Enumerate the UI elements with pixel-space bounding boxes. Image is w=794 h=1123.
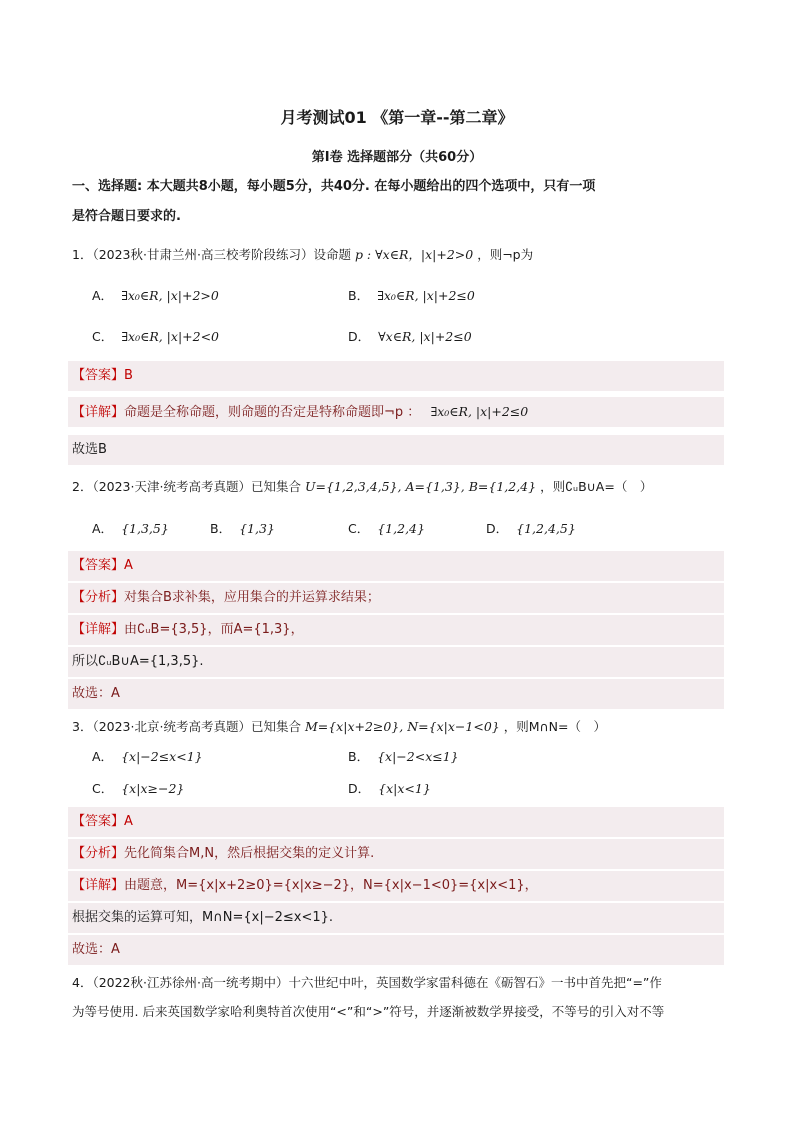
detail-tag: 【详解】: [72, 622, 125, 637]
option-expr: {x|−2<x≤1}: [377, 749, 459, 764]
q1-answer: [72, 367, 133, 385]
option-expr: ∃x₀∈R, |x|+2≤0: [377, 288, 475, 303]
q2-option-a: [92, 520, 169, 538]
conclusion-text: 故选：A: [72, 942, 120, 957]
detail-text: 由∁ᵤB={3,5}，而A={1,3}，: [124, 622, 304, 637]
detail-text: 由题意，M={x|x+2≥0}={x|x≥−2}，N={x|x−1<0}={x|x<1}，: [124, 878, 538, 893]
q2-conclusion: [72, 685, 120, 703]
q3-detail: [72, 877, 538, 895]
question-1-text: 1．（2023秋·甘肃兰州·高三校考阶段练习）设命题: [72, 247, 351, 262]
answer-band: [68, 361, 724, 391]
question-4-line1: 4．（2022秋·江苏徐州·高一统考期中）十六世纪中叶，英国数学家雷科德在《砺智石》一书中首先把“=”作: [72, 975, 662, 990]
section-subtitle: 第Ⅰ卷 选择题部分（共60分）: [311, 150, 483, 165]
option-expr: {x|x≥−2}: [121, 781, 185, 796]
option-letter: A．: [92, 521, 114, 536]
option-letter: C．: [92, 329, 114, 344]
q2-option-c: [348, 520, 425, 538]
q3-option-c: [92, 780, 184, 798]
option-expr: {x|−2≤x<1}: [121, 749, 203, 764]
answer-band: [68, 551, 724, 581]
option-expr: {x|x<1}: [378, 781, 431, 796]
q2-option-b: [210, 520, 275, 538]
instructions-line1: 一、选择题: 本大题共8小题，每小题5分，共40分. 在每小题给出的四个选项中，只有一项: [72, 179, 596, 194]
question-3-end: ，则M∩N=（ ）: [503, 719, 606, 734]
question-3-math: M={x|x+2≥0}, N={x|x−1<0}: [304, 719, 500, 734]
option-expr: ∃x₀∈R, |x|+2<0: [121, 329, 220, 344]
question-1-end: ，则¬p为: [477, 247, 534, 262]
q2-option-d: [486, 520, 576, 538]
q2-answer: [72, 557, 133, 575]
option-letter: D．: [486, 521, 509, 536]
option-expr: ∃x₀∈R, |x|+2>0: [121, 288, 219, 303]
q3-conclusion: [72, 941, 120, 959]
option-expr: {1,3}: [239, 521, 275, 536]
question-3-text: 3．（2023·北京·统考高考真题）已知集合: [72, 719, 301, 734]
question-2-stem: [72, 478, 652, 496]
question-2-math: U={1,2,3,4,5}, A={1,3}, B={1,2,4}: [304, 479, 537, 494]
option-letter: B．: [210, 521, 232, 536]
question-2-text: 2．（2023·天津·统考高考真题）已知集合: [72, 479, 301, 494]
q1-conclusion: 故选B: [72, 442, 107, 457]
analysis-tag: 【分析】: [72, 846, 125, 861]
detail-math: ∃x₀∈R, |x|+2≤0: [430, 404, 529, 419]
question-2-end: ，则∁ᵤB∪A=（ ）: [540, 479, 653, 494]
q3-analysis: [72, 845, 374, 863]
q3-detail-2: 根据交集的运算可知，M∩N={x|−2≤x<1}.: [72, 910, 334, 925]
page-title: 月考测试01 《第一章--第二章》: [280, 108, 514, 127]
q3-answer: [72, 813, 133, 831]
q1-detail: [72, 403, 528, 422]
conclusion-text: 故选：A: [72, 686, 120, 701]
option-expr: {1,2,4}: [377, 521, 425, 536]
q2-detail-2: 所以∁ᵤB∪A={1,3,5}.: [72, 654, 204, 669]
option-letter: A．: [92, 288, 114, 303]
answer-value: B: [124, 368, 133, 383]
q1-option-a: [92, 287, 219, 305]
q2-detail: [72, 621, 304, 639]
question-1-math: p : ∀x∈R，|x|+2>0: [354, 247, 474, 262]
answer-tag: 【答案】: [72, 558, 125, 573]
option-expr: ∀x∈R, |x|+2≤0: [378, 329, 472, 344]
option-letter: B．: [348, 288, 370, 303]
detail-tag: 【详解】: [72, 405, 125, 420]
question-4-line2: 为等号使用. 后来英国数学家哈利奥特首次使用“<”和“>”符号，并逐渐被数学界接受，不等号的引入对不等: [72, 1004, 665, 1019]
answer-band: [68, 807, 724, 837]
q1-option-c: [92, 328, 219, 346]
option-letter: C．: [348, 521, 370, 536]
option-expr: {1,2,4,5}: [516, 521, 576, 536]
q3-option-b: [348, 748, 459, 766]
answer-tag: 【答案】: [72, 368, 125, 383]
analysis-text: 先化简集合M,N，然后根据交集的定义计算.: [124, 846, 375, 861]
answer-value: A: [124, 558, 133, 573]
option-letter: B．: [348, 749, 370, 764]
answer-value: A: [124, 814, 133, 829]
question-1-stem: [72, 246, 533, 264]
option-letter: C．: [92, 781, 114, 796]
detail-text: 命题是全称命题，则命题的否定是特称命题即¬p ：: [124, 405, 421, 420]
conclusion-band: [68, 935, 724, 965]
option-letter: D．: [348, 329, 371, 344]
q2-analysis: [72, 589, 380, 607]
q3-option-d: [348, 780, 431, 798]
instructions-line2: 是符合题日要求的.: [72, 209, 181, 224]
question-3-stem: [72, 718, 606, 736]
q1-option-b: [348, 287, 475, 305]
option-letter: A．: [92, 749, 114, 764]
q1-option-d: [348, 328, 472, 346]
option-letter: D．: [348, 781, 371, 796]
conclusion-band: [68, 679, 724, 709]
analysis-text: 对集合B求补集，应用集合的并运算求结果；: [124, 590, 380, 605]
q3-option-a: [92, 748, 203, 766]
option-expr: {1,3,5}: [121, 521, 169, 536]
detail-tag: 【详解】: [72, 878, 125, 893]
answer-tag: 【答案】: [72, 814, 125, 829]
conclusion-band: [68, 435, 724, 465]
analysis-tag: 【分析】: [72, 590, 125, 605]
